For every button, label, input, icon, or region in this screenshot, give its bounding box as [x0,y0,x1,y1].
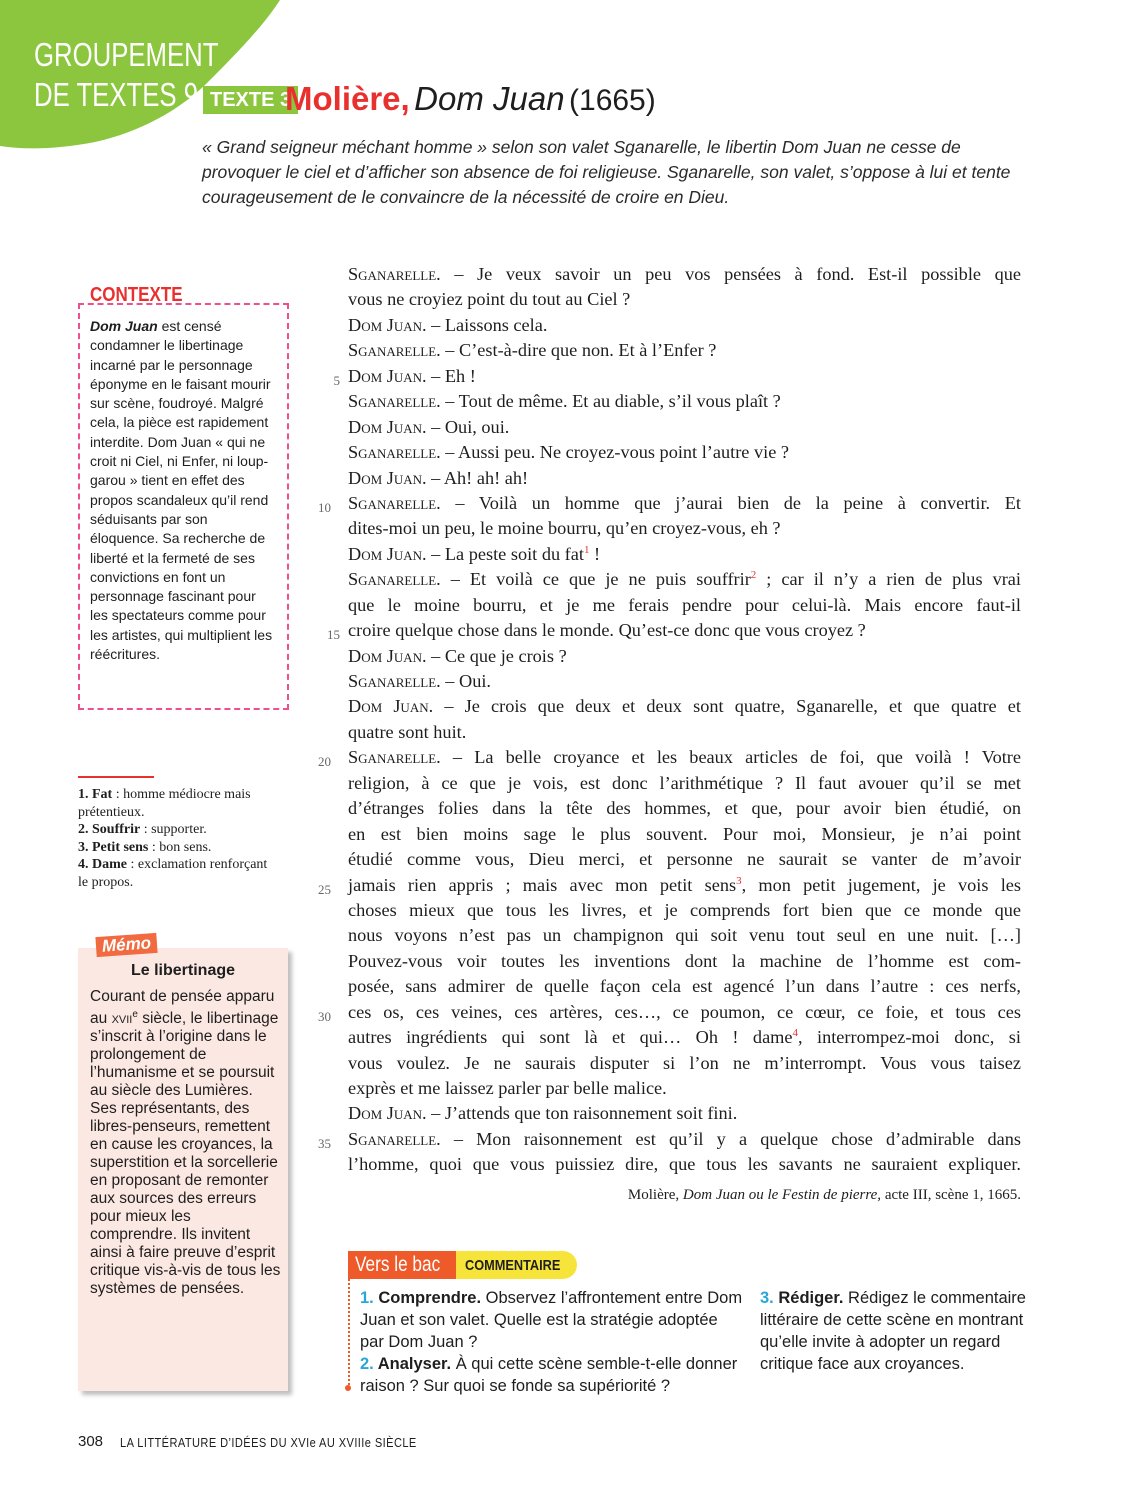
text-line: Sganarelle. – Tout de même. Et au diable, s’il vous plaît ? [348,391,781,412]
title-year: (1665) [569,84,656,117]
line-number: 5 [333,372,340,388]
text-line: Dom Juan. – Oui, oui. [348,416,510,437]
footnote-item: 1. Fat : homme médiocre mais prétentieux. [78,787,251,820]
page-title [285,80,656,118]
footnote-item: 3. Petit sens : bon sens. [78,839,212,855]
memo-box [78,933,288,1391]
text-line: vous voulez. Je ne saurais disputer si l’on ne m’interrompt. Vous vous taisez [348,1052,1021,1073]
footnotes-rule [78,776,154,778]
footnote-ref: 1 [583,543,590,556]
contexte-box [78,303,289,710]
bac-questions-right [760,1287,1030,1375]
line-number: 25 [318,881,331,897]
contexte-body: est censé condamner le libertinage incarné par le personnage éponyme en le faisant mourir sur scène, foudroyé. Malgré cela, la pièce est rapidement interdite. Dom Juan « qui ne croit ni Ciel, ni Enfer, ni loup-garou » tient en effet des propos scandaleux qu’il rend séduisants par son éloquence. Sa recherche de liberté et la fermeté de ses convictions en font un personnage fascinant pour les spectateurs comme pour les artistes, qui multiplient les réécritures. [90,318,273,663]
text-line: Pouvez-vous voir toutes les inventions dont la machine de l’homme est com- [348,950,1021,971]
footnote-ref: 2 [750,569,757,582]
text-line: Dom Juan. – Je crois que deux et deux sont quatre, Sganarelle, et que quatre et [348,696,1022,717]
text-line: Dom Juan. – La peste soit du fat$^1$ ! [348,543,601,564]
text-line: étudié comme vous, Dieu merci, et personne ne saurait se vanter de m’avoir [348,849,1021,870]
text-line: l’homme, quoi que vous puissiez dire, que tous les savants ne sauraient expliquer. [348,1154,1021,1175]
text-line: dites-moi un peu, le moine bourru, qu’en croyez-vous, eh ? [348,518,781,539]
text-line: Sganarelle. – C’est-à-dire que non. Et à l’Enfer ? [348,340,717,361]
text-line: Dom Juan. – Ah! ah! ah! [348,467,529,488]
intro-paragraph: « Grand seigneur méchant homme » selon son valet Sganarelle, le libertin Dom Juan ne cesse de provoquer le ciel et d’afficher son absence de foi religieuse. Sganarelle, son valet, s’oppose à lui et tente courageusement de le convaincre de la nécessité de croire en Dieu. [202,137,1011,207]
line-number: 30 [318,1008,331,1024]
running-title: LA LITTÉRATURE D’IDÉES DU XVIe AU XVIIIe SIÈCLE [120,1435,417,1450]
text-line: 35 Sganarelle. – Mon raisonnement est qu’il y a quelque chose d’admirable dans [348,1127,1021,1152]
memo-tag: Mémo [95,933,157,957]
memo-body: Courant de pensée apparu au xvii$^e$ siècle, le libertinage s’inscrit à l’origine dans le prolongement de l’humanisme et se poursuit au siècle des Lumières. Ses représentants, des libres-penseurs, remettent en cause les croyances, la superstition et la sorcellerie en proposant de remonter aux sources des erreurs pour mieux les comprendre. Ils invitent ainsi à faire preuve d’esprit critique vis-à-vis de tous les systèmes de pensées. [90,988,281,1298]
footnotes [78,786,278,891]
dialogue-text [318,262,1022,1178]
text-number-badge: TEXTE 3 [203,86,298,114]
contexte-heading: CONTEXTE [90,284,183,306]
line-number: 15 [327,627,340,643]
chapter-corner-banner [0,0,290,150]
bac-rule-dot [345,1385,351,1391]
line-number: 10 [318,499,331,515]
text-line: autres ingrédients qui sont là et qui… Oh ! dame$^4$, interrompez-moi donc, si [348,1027,1021,1048]
text-line: Sganarelle. – Oui. [348,671,491,691]
footnote-ref: 4 [792,1027,799,1040]
text-line: Dom Juan. – Ce que je crois ? [348,645,567,666]
bac-question-3: 3. Rédiger. Rédigez le commentaire littéraire de cette scène en montrant qu’elle invite à adopter un regard critique face aux croyances. [760,1289,1026,1373]
bac-dotted-rule [348,1279,350,1389]
chapter-label-line2: DE TEXTES 9 [34,76,199,113]
text-line: quatre sont huit. [348,721,467,742]
line-number: 35 [318,1135,331,1151]
text-line: 25 jamais rien appris ; mais avec mon petit sens$^3$, mon petit jugement, je vois les [348,873,1021,898]
text-line: posée, sans admirer de quelle façon cela est agencé l’un dans l’autre : ces nerfs, [348,976,1021,997]
text-line: religion, à ce que je vois, est donc l’arithmétique ? Il faut avouer qu’il se met [348,772,1021,793]
text-line: d’étranges folies dans la tête des hommes, et que, pour avoir bien étudié, on [348,798,1021,819]
bac-kind-badge: COMMENTAIRE [456,1251,577,1279]
page-number: 308 [78,1433,104,1450]
footnote-item: 4. Dame : exclamation renforçant le propos. [78,857,268,890]
text-line: Dom Juan. – J’attends que ton raisonnement soit fini. [348,1103,738,1124]
text-line: Sganarelle. – Je veux savoir un peu vos pensées à fond. Est-il possible que [348,264,1021,284]
text-line: exprès et me laissez parler par belle malice. [348,1078,667,1098]
text-line: nous voyons n’est pas un champignon qui soit venu tout seul en une nuit. […] [348,925,1021,946]
chapter-label-line1: GROUPEMENT [34,36,219,73]
text-line: 30 ces os, ces veines, ces artères, ces…, ce poumon, ce cœur, ce foie, et tous ces [348,1000,1021,1025]
text-line: que le moine bourru, et je me ferais pendre pour celui-là. Mais encore faut-il [348,594,1021,615]
text-line: vous ne croyiez point du tout au Ciel ? [348,289,631,310]
text-line: 15 croire quelque chose dans le monde. Qu’est-ce donc que vous croyez ? [348,618,1021,643]
memo-title: Le libertinage [130,962,236,979]
text-line: 10 Sganarelle. – Voilà un homme que j’aurai bien de la peine à convertir. Et [348,491,1021,516]
footnote-ref: 3 [736,874,742,887]
bac-question-1: 1. Comprendre. Observez l’affrontement entre Dom Juan et son valet. Quelle est la stratégie adoptée par Dom Juan ? [360,1289,743,1351]
text-line: 5 Dom Juan. – Eh ! [348,364,1021,389]
text-line: choses mieux que tous les livres, et je comprends fort bien que ce monde que [348,899,1021,920]
title-author: Molière, [285,80,410,117]
contexte-work-title: Dom Juan [90,318,158,334]
text-line: Sganarelle. – Aussi peu. Ne croyez-vous point l’autre vie ? [348,442,789,463]
text-line: Sganarelle. – Et voilà ce que je ne puis souffrir$^2$ ; car il n’y a rien de plus vrai [348,569,1021,590]
bac-question-2: 2. Analyser. À qui cette scène semble-t-elle donner raison ? Sur quoi se fonde sa supériorité ? [360,1355,738,1395]
bac-label: Vers le bac [348,1251,456,1279]
text-line: en est bien moins sage le plus souvent. Pour moi, Monsieur, je n’ai point [348,823,1021,844]
source-citation: Molière, Dom Juan ou le Festin de pierre, acte III, scène 1, 1665. [627,1187,1021,1203]
text-line: Dom Juan. – Laissons cela. [348,314,548,335]
bac-questions-left [360,1287,745,1397]
line-number: 20 [318,754,331,770]
text-line: 20 Sganarelle. – La belle croyance et les beaux articles de foi, que voilà ! Votre [348,745,1021,770]
footnote-item: 2. Souffrir : supporter. [78,822,207,837]
title-work: Dom Juan [414,80,565,117]
